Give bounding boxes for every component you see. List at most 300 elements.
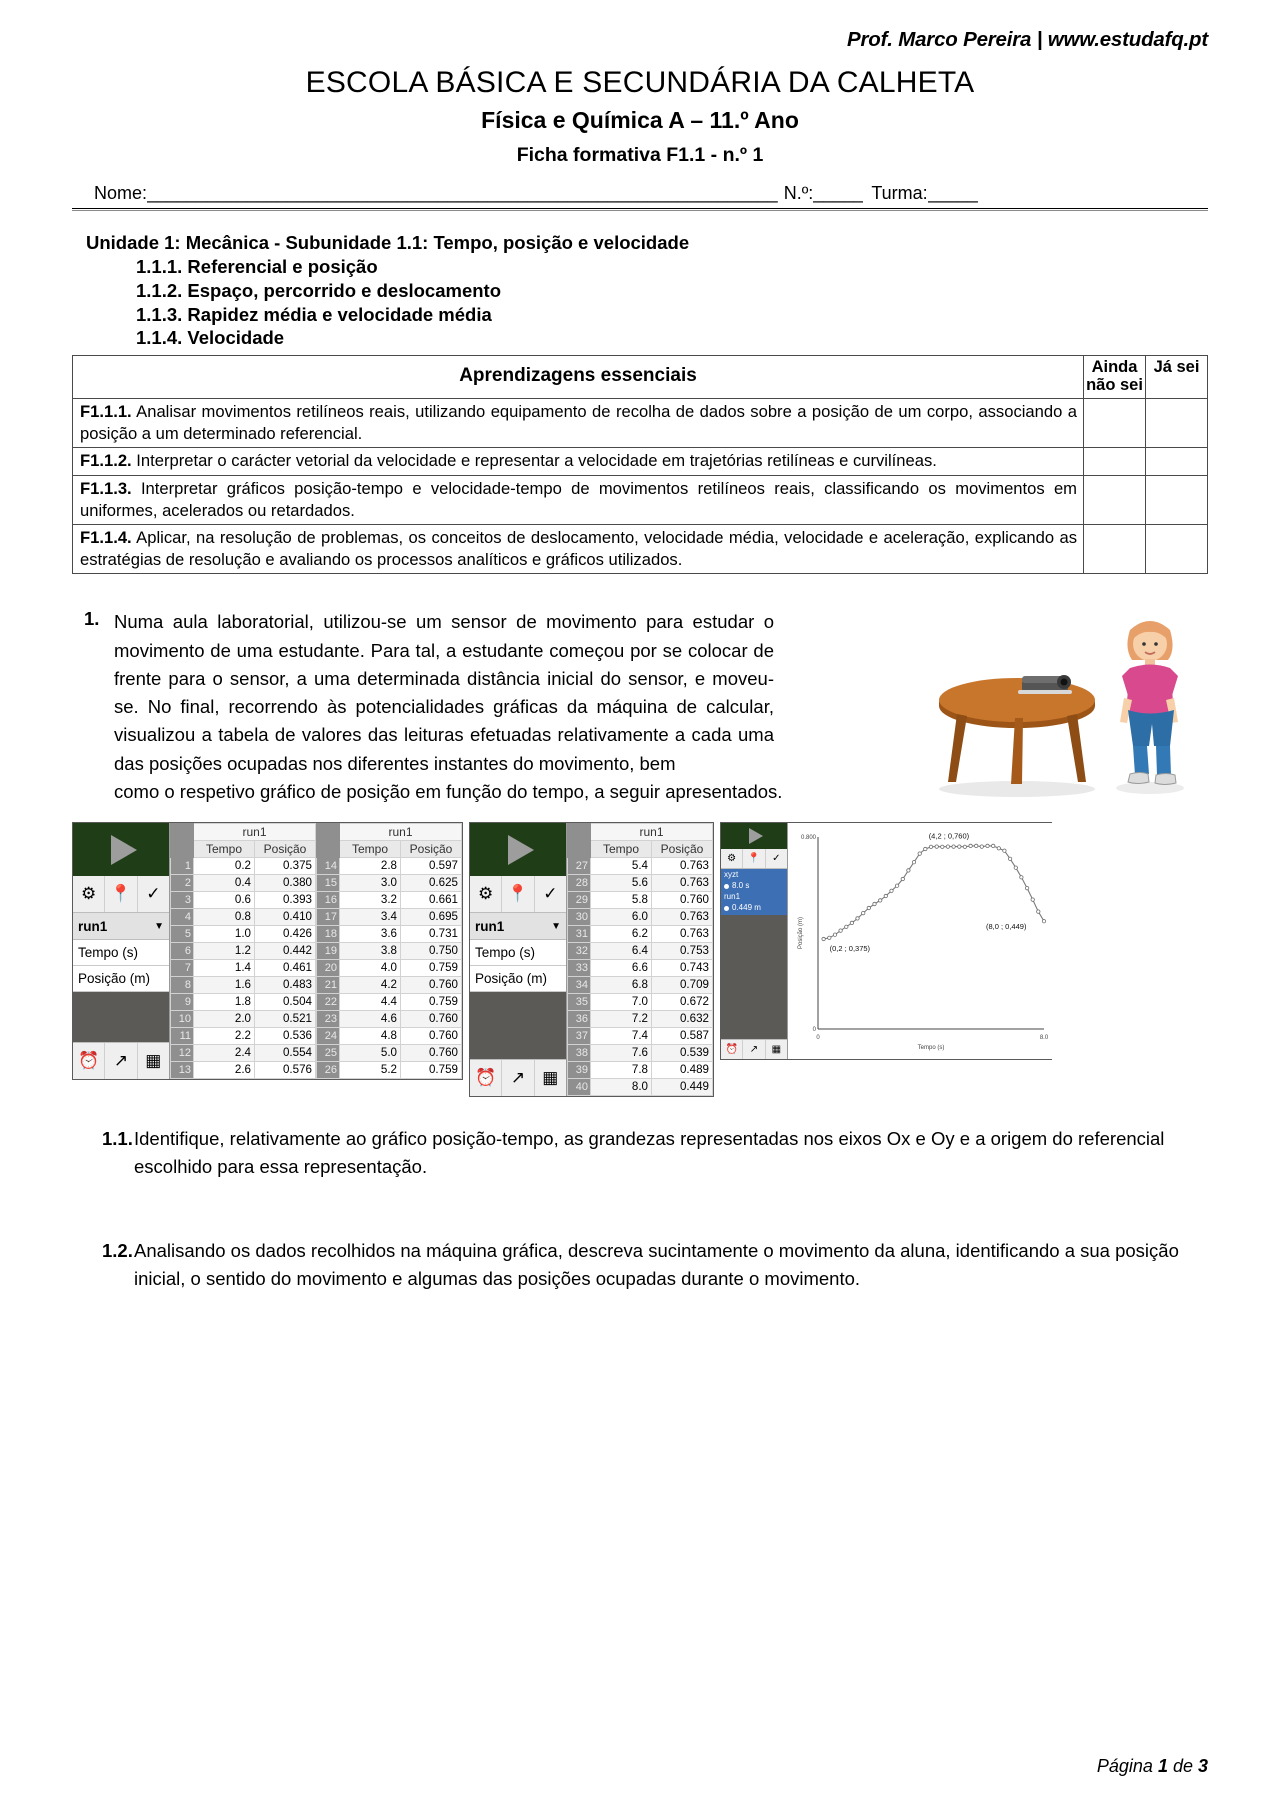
cell-time[interactable]: 0.2: [194, 858, 255, 875]
learning-cell-1: [73, 399, 1084, 448]
checkbox-already-2[interactable]: [1146, 448, 1208, 476]
worksheet-title: Ficha formativa F1.1 - n.º 1: [516, 144, 764, 166]
cell-position[interactable]: 0.763: [652, 858, 713, 875]
learning-text-2: Interpretar o carácter vetorial da velocidade e representar a velocidade em trajetórias retilíneas e curvilíneas.: [131, 451, 937, 471]
data-row[interactable]: [568, 1011, 713, 1028]
meter-icon[interactable]: ⏰: [73, 1043, 105, 1079]
y-axis-title: Posição (m): [798, 917, 804, 950]
x-axis-field-1[interactable]: Tempo (s): [73, 940, 169, 966]
page-footer: [1097, 1756, 1208, 1777]
class-blank-line[interactable]: _____: [927, 183, 978, 203]
cell-position[interactable]: 0.536: [255, 1028, 316, 1045]
graph-bottom-icons: [721, 1039, 787, 1059]
check-icon[interactable]: ✓: [146, 884, 161, 904]
row-index: 26: [317, 1062, 340, 1079]
graph-icon[interactable]: ↗: [502, 1060, 534, 1096]
unit-item-1: 1.1.1. Referencial e posição: [136, 255, 378, 277]
cell-position[interactable]: 0.426: [255, 926, 316, 943]
cell-time[interactable]: 1.2: [194, 943, 255, 960]
data-point: [856, 917, 859, 920]
learning-text-3: Interpretar gráficos posição-tempo e velocidade-tempo de movimentos retilíneos reais, classificando os movimentos em uniformes, acelerados ou retardados.: [80, 478, 1077, 520]
column-header-row: [317, 841, 462, 858]
col-header-position-1: Posição: [255, 841, 316, 858]
cell-position[interactable]: 0.449: [652, 1079, 713, 1096]
data-point: [975, 845, 978, 848]
y-axis-min-label: 0: [812, 1027, 816, 1034]
graph-icon[interactable]: ↗: [105, 1043, 137, 1079]
row-index: 17: [317, 909, 340, 926]
learning-code-3: F1.1.3.: [80, 478, 132, 498]
cell-position[interactable]: 0.393: [255, 892, 316, 909]
column-header-row: [568, 841, 713, 858]
cell-time[interactable]: 6.4: [591, 943, 652, 960]
cell-time[interactable]: 6.0: [591, 909, 652, 926]
checkbox-already-3[interactable]: [1146, 475, 1208, 524]
cell-time[interactable]: 4.6: [340, 1011, 401, 1028]
cell-position[interactable]: 0.625: [401, 875, 462, 892]
footer-prefix: Página: [1096, 1756, 1158, 1776]
table-row: [73, 448, 1208, 476]
cell-position[interactable]: 0.695: [401, 909, 462, 926]
lab-scene-illustration: [912, 606, 1212, 811]
column-header-row: [171, 841, 316, 858]
cell-position[interactable]: 0.576: [255, 1062, 316, 1079]
cell-position[interactable]: 0.760: [652, 892, 713, 909]
cell-time[interactable]: 2.8: [340, 858, 401, 875]
data-point: [1042, 920, 1045, 923]
data-point: [935, 845, 938, 848]
play-icon[interactable]: [508, 835, 534, 865]
cell-time[interactable]: 2.0: [194, 1011, 255, 1028]
cell-position[interactable]: 0.763: [652, 909, 713, 926]
row-index: 3: [171, 892, 194, 909]
graph-readout-badge: [721, 869, 787, 914]
unit-item-2: 1.1.2. Espaço, percorrido e deslocamento: [136, 279, 501, 301]
cell-time[interactable]: 1.0: [194, 926, 255, 943]
index-header-2: [568, 841, 591, 858]
cell-time[interactable]: 7.0: [591, 994, 652, 1011]
play-icon[interactable]: [749, 828, 763, 844]
question-1-2: [72, 1237, 1208, 1293]
col-header-time-2: Tempo: [340, 841, 401, 858]
cell-time[interactable]: 3.4: [340, 909, 401, 926]
col-header-time-1: Tempo: [194, 841, 255, 858]
data-point: [845, 925, 848, 928]
data-point: [980, 845, 983, 848]
data-row[interactable]: [317, 1062, 462, 1079]
row-index: 1: [171, 858, 194, 875]
data-row[interactable]: [317, 977, 462, 994]
cell-position[interactable]: 0.442: [255, 943, 316, 960]
run-selector-1[interactable]: [73, 913, 169, 940]
cell-position[interactable]: 0.539: [652, 1045, 713, 1062]
checkbox-already-1[interactable]: [1146, 399, 1208, 448]
class-label: Turma:: [871, 183, 928, 203]
data-point: [879, 899, 882, 902]
row-index: 21: [317, 977, 340, 994]
data-row[interactable]: [568, 994, 713, 1011]
data-point: [822, 938, 825, 941]
checkbox-not-yet-1[interactable]: [1084, 399, 1146, 448]
data-row[interactable]: [317, 926, 462, 943]
run-header-label-3: run1: [591, 824, 713, 841]
row-index: 10: [171, 1011, 194, 1028]
cell-position[interactable]: 0.632: [652, 1011, 713, 1028]
chevron-down-icon[interactable]: ▼: [154, 920, 164, 932]
data-row[interactable]: [317, 1045, 462, 1062]
cell-position[interactable]: 0.760: [401, 1045, 462, 1062]
data-point: [1003, 849, 1006, 852]
data-row[interactable]: [568, 875, 713, 892]
checkbox-not-yet-3[interactable]: [1084, 475, 1146, 524]
learning-cell-2: [73, 448, 1084, 476]
number-label: N.º:: [783, 183, 814, 203]
col-header-time-3: Tempo: [591, 841, 652, 858]
run-selector-label-1: run1: [78, 918, 108, 934]
pin-icon[interactable]: 📍: [105, 876, 137, 912]
data-row[interactable]: [317, 943, 462, 960]
footer-total-pages: 3: [1197, 1756, 1208, 1776]
data-point: [918, 852, 921, 855]
cell-position[interactable]: 0.709: [652, 977, 713, 994]
cell-position[interactable]: 0.760: [401, 1011, 462, 1028]
data-point: [1008, 857, 1011, 860]
run-play-area-2[interactable]: [470, 823, 566, 876]
row-index: 11: [171, 1028, 194, 1045]
data-table-group-1: [170, 823, 316, 1079]
index-header: [171, 824, 194, 841]
calculator-sidebar-1: [73, 823, 170, 1079]
row-index: 12: [171, 1045, 194, 1062]
data-row[interactable]: [317, 909, 462, 926]
cell-position[interactable]: 0.750: [401, 943, 462, 960]
row-index: 7: [171, 960, 194, 977]
cell-time[interactable]: 0.6: [194, 892, 255, 909]
header-not-yet-line2: não sei: [1086, 375, 1143, 394]
cell-time[interactable]: 0.8: [194, 909, 255, 926]
cell-time[interactable]: 3.2: [340, 892, 401, 909]
cell-position[interactable]: 0.661: [401, 892, 462, 909]
data-row[interactable]: [568, 1045, 713, 1062]
y-axis-max-label: 0.800: [800, 835, 816, 842]
cell-time[interactable]: 5.4: [591, 858, 652, 875]
cell-position[interactable]: 0.763: [652, 875, 713, 892]
question-1-text-tail: como o respetivo gráfico de posição em função do tempo, a seguir apresentados.: [114, 781, 783, 803]
cell-position[interactable]: 0.753: [652, 943, 713, 960]
cell-time[interactable]: 3.6: [340, 926, 401, 943]
data-row[interactable]: [568, 977, 713, 994]
graph-sidebar-filler: [721, 915, 787, 1040]
row-index: 16: [317, 892, 340, 909]
cell-position[interactable]: 0.763: [652, 926, 713, 943]
data-row[interactable]: [171, 858, 316, 875]
cell-time[interactable]: 1.4: [194, 960, 255, 977]
y-axis-field-2[interactable]: Posição (m): [470, 966, 566, 992]
cell-position[interactable]: 0.743: [652, 960, 713, 977]
data-row[interactable]: [317, 994, 462, 1011]
index-header: [568, 824, 591, 841]
cell-time[interactable]: 4.0: [340, 960, 401, 977]
data-row[interactable]: [171, 1011, 316, 1028]
row-index: 5: [171, 926, 194, 943]
data-point: [850, 922, 853, 925]
data-point: [924, 848, 927, 851]
meter-icon[interactable]: ⏰: [470, 1060, 502, 1096]
cell-time[interactable]: 5.8: [591, 892, 652, 909]
lab-scene-svg: [912, 606, 1212, 811]
data-point: [912, 861, 915, 864]
data-row[interactable]: [317, 892, 462, 909]
table-icon[interactable]: ▦: [145, 1051, 162, 1071]
data-row[interactable]: [568, 858, 713, 875]
learning-code-1: F1.1.1.: [80, 402, 132, 422]
cell-time[interactable]: 5.2: [340, 1062, 401, 1079]
row-index: 40: [568, 1079, 591, 1096]
row-index: 33: [568, 960, 591, 977]
row-index: 28: [568, 875, 591, 892]
row-index: 31: [568, 926, 591, 943]
graph-icon[interactable]: ↗: [743, 1040, 765, 1059]
name-blank-line[interactable]: _______________________________________________________________: [147, 183, 778, 203]
question-1-block: [72, 608, 1208, 806]
data-row[interactable]: [171, 977, 316, 994]
data-point: [1020, 876, 1023, 879]
data-point: [828, 936, 831, 939]
cell-position[interactable]: 0.380: [255, 875, 316, 892]
position-time-chart-svg: [788, 823, 1052, 1059]
footer-page-number: 1: [1157, 1756, 1168, 1776]
data-row[interactable]: [568, 960, 713, 977]
data-row[interactable]: [171, 960, 316, 977]
cell-time[interactable]: 4.2: [340, 977, 401, 994]
data-point: [862, 912, 865, 915]
cell-position[interactable]: 0.759: [401, 1062, 462, 1079]
run-header-row: [568, 824, 713, 841]
data-point: [839, 929, 842, 932]
cell-position[interactable]: 0.375: [255, 858, 316, 875]
data-row[interactable]: [568, 909, 713, 926]
play-icon[interactable]: [111, 835, 137, 865]
table-icon[interactable]: ▦: [771, 1044, 782, 1056]
question-1-1-text: Identifique, relativamente ao gráfico posição-tempo, as grandezas representadas nos eixos Ox e Oy e a origem do referencial escolhido para essa representação.: [134, 1128, 1165, 1178]
row-index: 32: [568, 943, 591, 960]
data-row[interactable]: [568, 1079, 713, 1096]
pin-icon[interactable]: 📍: [502, 876, 534, 912]
data-row[interactable]: [568, 1028, 713, 1045]
row-index: 6: [171, 943, 194, 960]
calculator-sidebar-2: [470, 823, 567, 1096]
row-index: 13: [171, 1062, 194, 1079]
cell-time[interactable]: 7.4: [591, 1028, 652, 1045]
unit-item-3: 1.1.3. Rapidez média e velocidade média: [136, 303, 492, 325]
checkbox-not-yet-4[interactable]: [1084, 525, 1146, 574]
y-axis-field-1[interactable]: Posição (m): [73, 966, 169, 992]
chevron-down-icon[interactable]: ▼: [551, 920, 561, 932]
cell-position[interactable]: 0.759: [401, 994, 462, 1011]
graph-sidebar: [721, 823, 788, 1059]
data-row[interactable]: [317, 858, 462, 875]
data-row[interactable]: [317, 1011, 462, 1028]
data-point: [1014, 866, 1017, 869]
calculator-panel-1[interactable]: [72, 822, 463, 1080]
table-icon[interactable]: ▦: [542, 1068, 559, 1088]
data-point: [941, 845, 944, 848]
run-header-label-2: run1: [340, 824, 462, 841]
table-row: [73, 475, 1208, 524]
cell-time[interactable]: 7.2: [591, 1011, 652, 1028]
cell-position[interactable]: 0.672: [652, 994, 713, 1011]
data-point: [1031, 898, 1034, 901]
unit-title: Unidade 1: Mecânica - Subunidade 1.1: Tempo, posição e velocidade: [86, 232, 690, 253]
data-point: [1025, 887, 1028, 890]
row-index: 39: [568, 1062, 591, 1079]
data-grid-2[interactable]: [567, 823, 713, 1096]
calculator-panel-2[interactable]: [469, 822, 714, 1097]
data-row[interactable]: [171, 892, 316, 909]
data-row[interactable]: [568, 892, 713, 909]
data-point: [1037, 910, 1040, 913]
gear-icon[interactable]: ⚙: [73, 876, 105, 912]
header-divider: [72, 208, 1208, 211]
cell-position[interactable]: 0.554: [255, 1045, 316, 1062]
cell-time[interactable]: 1.8: [194, 994, 255, 1011]
cell-position[interactable]: 0.759: [401, 960, 462, 977]
run-play-area-1[interactable]: [73, 823, 169, 876]
data-row[interactable]: [171, 1045, 316, 1062]
data-point: [958, 845, 961, 848]
data-rows-group-1: [171, 858, 316, 1079]
pin-icon[interactable]: 📍: [743, 849, 765, 868]
cell-time[interactable]: 8.0: [591, 1079, 652, 1096]
data-row[interactable]: [171, 909, 316, 926]
row-index: 27: [568, 858, 591, 875]
cell-position[interactable]: 0.597: [401, 858, 462, 875]
check-icon[interactable]: ✓: [543, 884, 558, 904]
sidebar-icon-row-2: [470, 876, 566, 913]
data-point: [929, 845, 932, 848]
data-row[interactable]: [317, 1028, 462, 1045]
col-header-position-2: Posição: [401, 841, 462, 858]
calculator-graph-panel[interactable]: [720, 822, 1052, 1060]
question-1-2-text: Analisando os dados recolhidos na máquina gráfica, descreva sucintamente o movimento da aluna, identificando a sua posição inicial, o sentido do movimento e algumas das posições ocupadas durante o movimento.: [134, 1239, 1179, 1289]
x-axis-field-2[interactable]: Tempo (s): [470, 940, 566, 966]
data-point: [969, 845, 972, 848]
cell-time[interactable]: 1.6: [194, 977, 255, 994]
question-1-2-number: 1.2.: [102, 1239, 133, 1261]
question-1-1: [72, 1125, 1208, 1181]
data-row[interactable]: [317, 960, 462, 977]
data-row[interactable]: [171, 943, 316, 960]
data-row[interactable]: [171, 926, 316, 943]
data-row[interactable]: [568, 1062, 713, 1079]
learning-cell-4: [73, 525, 1084, 574]
checkbox-already-4[interactable]: [1146, 525, 1208, 574]
cell-time[interactable]: 4.8: [340, 1028, 401, 1045]
cell-time[interactable]: 3.8: [340, 943, 401, 960]
cell-position[interactable]: 0.483: [255, 977, 316, 994]
cell-time[interactable]: 0.4: [194, 875, 255, 892]
cell-time[interactable]: 4.4: [340, 994, 401, 1011]
cell-time[interactable]: 6.8: [591, 977, 652, 994]
cell-time[interactable]: 5.0: [340, 1045, 401, 1062]
meter-icon[interactable]: ⏰: [721, 1040, 743, 1059]
run-selector-2[interactable]: [470, 913, 566, 940]
position-time-chart[interactable]: [788, 823, 1052, 1059]
data-row[interactable]: [568, 943, 713, 960]
graph-play-area[interactable]: [721, 823, 787, 849]
cell-position[interactable]: 0.587: [652, 1028, 713, 1045]
index-header: [317, 824, 340, 841]
cell-position[interactable]: 0.489: [652, 1062, 713, 1079]
cell-time[interactable]: 7.8: [591, 1062, 652, 1079]
badge-position: 0.449 m: [732, 902, 761, 912]
data-row[interactable]: [171, 1062, 316, 1079]
cell-position[interactable]: 0.760: [401, 977, 462, 994]
data-grid-1[interactable]: [170, 823, 462, 1079]
cell-position[interactable]: 0.731: [401, 926, 462, 943]
data-row[interactable]: [317, 875, 462, 892]
cell-time[interactable]: 2.6: [194, 1062, 255, 1079]
sidebar-filler-1: [73, 992, 169, 1042]
cell-position[interactable]: 0.410: [255, 909, 316, 926]
cell-position[interactable]: 0.461: [255, 960, 316, 977]
annotation-label-end: (8,0 ; 0,449): [986, 922, 1027, 932]
cell-time[interactable]: 6.2: [591, 926, 652, 943]
calculator-screenshots-strip: [72, 822, 1208, 1097]
table-row: [73, 525, 1208, 574]
name-label: Nome:: [94, 183, 148, 203]
cell-time[interactable]: 6.6: [591, 960, 652, 977]
data-rows-group-2: [317, 858, 462, 1079]
data-row[interactable]: [171, 875, 316, 892]
check-icon[interactable]: ✓: [772, 853, 781, 865]
row-index: 25: [317, 1045, 340, 1062]
data-point: [901, 878, 904, 881]
essential-learnings-table: [72, 355, 1208, 574]
data-row[interactable]: [568, 926, 713, 943]
row-index: 15: [317, 875, 340, 892]
school-title: ESCOLA BÁSICA E SECUNDÁRIA DA CALHETA: [305, 66, 975, 99]
x-axis-title: Tempo (s): [917, 1045, 945, 1052]
unit-item-4: 1.1.4. Velocidade: [136, 327, 285, 349]
annotation-label-peak: (4,2 ; 0,760): [928, 831, 970, 841]
data-rows-group-3: [568, 858, 713, 1096]
cell-position[interactable]: 0.760: [401, 1028, 462, 1045]
cell-time[interactable]: 2.2: [194, 1028, 255, 1045]
cell-time[interactable]: 2.4: [194, 1045, 255, 1062]
data-point: [873, 903, 876, 906]
cell-time[interactable]: 7.6: [591, 1045, 652, 1062]
cell-time[interactable]: 3.0: [340, 875, 401, 892]
data-row[interactable]: [171, 1028, 316, 1045]
cell-position[interactable]: 0.521: [255, 1011, 316, 1028]
data-point: [867, 907, 870, 910]
index-header-2: [171, 841, 194, 858]
gear-icon[interactable]: ⚙: [721, 849, 743, 868]
number-blank-line[interactable]: _____: [813, 183, 864, 203]
checkbox-not-yet-2[interactable]: [1084, 448, 1146, 476]
learning-code-4: F1.1.4.: [80, 528, 132, 548]
cell-time[interactable]: 5.6: [591, 875, 652, 892]
learning-code-2: F1.1.2.: [80, 451, 132, 471]
footer-middle: de: [1167, 1756, 1198, 1776]
x-axis-max-label: 8.0: [1039, 1035, 1049, 1042]
subject-title: Física e Química A – 11.º Ano: [481, 107, 799, 133]
header-essential-learnings: Aprendizagens essenciais: [73, 356, 1084, 399]
data-row[interactable]: [171, 994, 316, 1011]
cell-position[interactable]: 0.504: [255, 994, 316, 1011]
gear-icon[interactable]: ⚙: [470, 876, 502, 912]
